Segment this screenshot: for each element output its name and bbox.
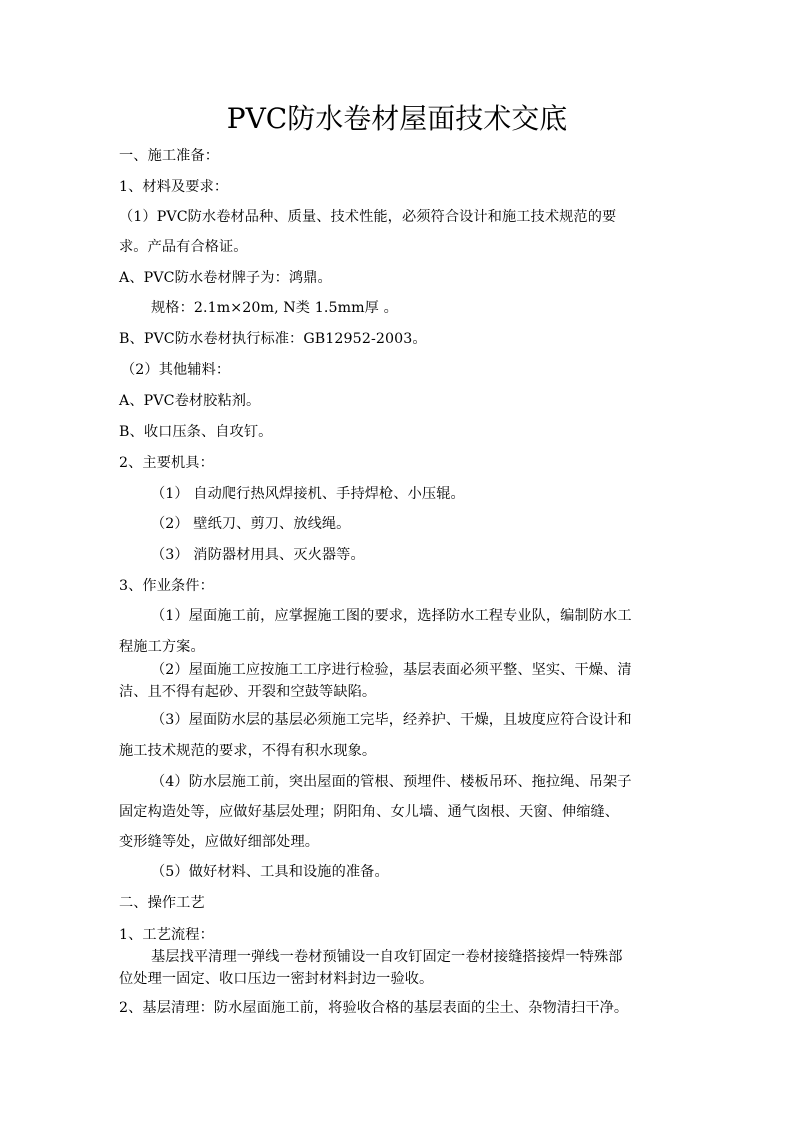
paragraph-line: （1）屋面施工前，应掌握施工图的要求，选择防水工程专业队，编制防水工 (151, 608, 632, 624)
paragraph-line: 变形缝等处，应做好细部处理。 (119, 834, 320, 850)
paragraph-line: 规格：2.1m×20m, N类 1.5mm厚 。 (151, 300, 398, 316)
paragraph-line: A、PVC防水卷材牌子为：鸿鼎。 (119, 270, 332, 286)
paragraph-line: 固定构造处等，应做好基层处理；阴阳角、女儿墙、通气囱根、天窗、伸缩缝、 (119, 804, 620, 820)
subsection-tools: 2、主要机具： (119, 455, 214, 471)
paragraph-line: （3）屋面防水层的基层必须施工完毕，经养护、干燥，且坡度应符合设计和 (151, 712, 632, 728)
paragraph-line: （3） 消防器材用具、灭火器等。 (151, 547, 365, 563)
paragraph-line: 基层找平清理一弹线一卷材预铺设一自攻钉固定一卷材接缝搭接焊一特殊部 (151, 949, 623, 965)
paragraph-line: （1）PVC防水卷材品种、质量、技术性能，必须符合设计和施工技术规范的要 (119, 209, 617, 225)
paragraph-line: A、PVC卷材胶粘剂。 (119, 393, 261, 409)
paragraph-line: （4）防水层施工前，突出屋面的管根、预埋件、楼板吊环、拖拉绳、吊架子 (151, 774, 632, 790)
document-title: PVC防水卷材屋面技术交底 (226, 102, 568, 135)
paragraph-line: B、收口压条、自攻钉。 (119, 424, 273, 440)
paragraph-line: 求。产品有合格证。 (119, 239, 248, 255)
paragraph-line: B、PVC防水卷材执行标准：GB12952-2003。 (119, 331, 427, 347)
paragraph-line: （2）其他辅料： (121, 362, 231, 378)
paragraph-line: （2） 壁纸刀、剪刀、放线绳。 (151, 516, 351, 532)
subsection-process: 1、工艺流程： (119, 927, 214, 943)
paragraph-line: 洁、且不得有起砂、开裂和空鼓等缺陷。 (119, 684, 377, 700)
paragraph-line: （2）屋面施工应按施工工序进行检验，基层表面必须平整、坚实、干燥、清 (151, 662, 632, 678)
subsection-materials: 1、材料及要求： (119, 179, 229, 195)
section-heading-2: 二、操作工艺 (119, 895, 205, 911)
section-heading-1: 一、施工准备： (119, 148, 220, 164)
paragraph-line: 位处理一固定、收口压边一密封材料封边一验收。 (119, 971, 434, 987)
paragraph-line: （1） 自动爬行热风焊接机、手持焊枪、小压辊。 (151, 486, 465, 502)
paragraph-line: 施工技术规范的要求，不得有积水现象。 (119, 743, 377, 759)
paragraph-line: （5）做好材料、工具和设施的准备。 (151, 864, 389, 880)
subsection-conditions: 3、作业条件： (119, 578, 214, 594)
paragraph-line: 程施工方案。 (119, 639, 205, 655)
paragraph-line: 2、基层清理：防水屋面施工前，将验收合格的基层表面的尘土、杂物清扫干净。 (119, 1000, 629, 1016)
